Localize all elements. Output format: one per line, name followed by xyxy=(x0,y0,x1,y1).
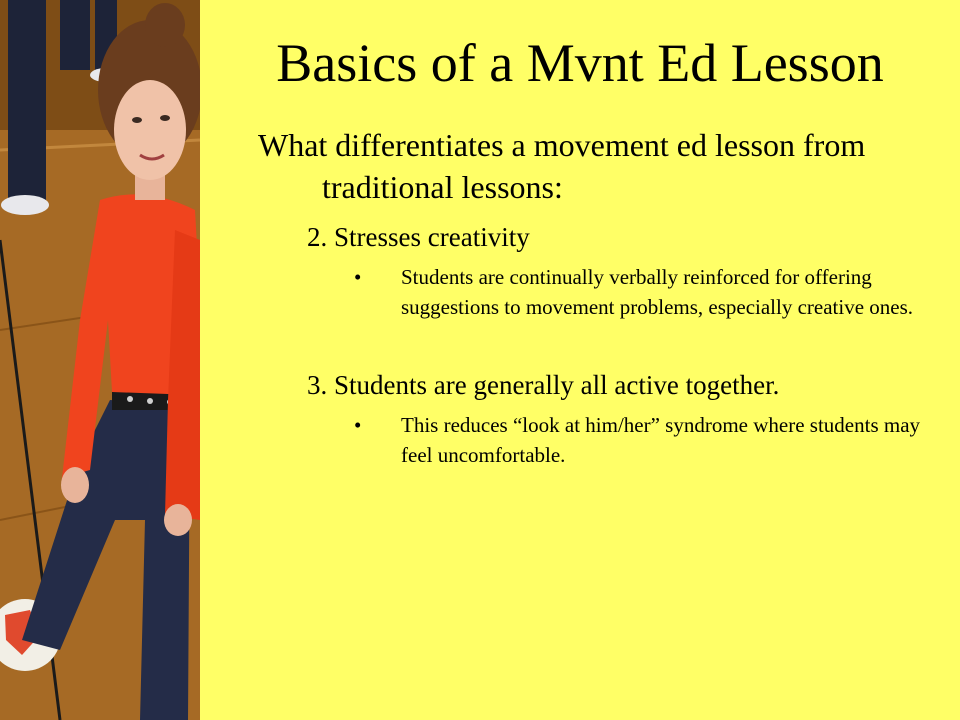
bullet-text: This reduces “look at him/her” syndrome where students may feel uncomfortable. xyxy=(401,413,921,467)
point-creativity: 2. Stresses creativity xyxy=(307,222,530,252)
point-active-together: 3. Students are generally all active together. xyxy=(307,370,780,400)
bullet-dot: • xyxy=(354,265,362,289)
bullet-dot: • xyxy=(354,413,362,437)
bullet-text: Students are continually verbally reinforced for offering suggestions to movement problems, especially creative ones. xyxy=(401,265,914,319)
slide-intro: What differentiates a movement ed lesson from traditional lessons: xyxy=(258,127,866,205)
girl-photo xyxy=(0,0,200,720)
slide-title: Basics of a Mvnt Ed Lesson xyxy=(276,33,884,93)
